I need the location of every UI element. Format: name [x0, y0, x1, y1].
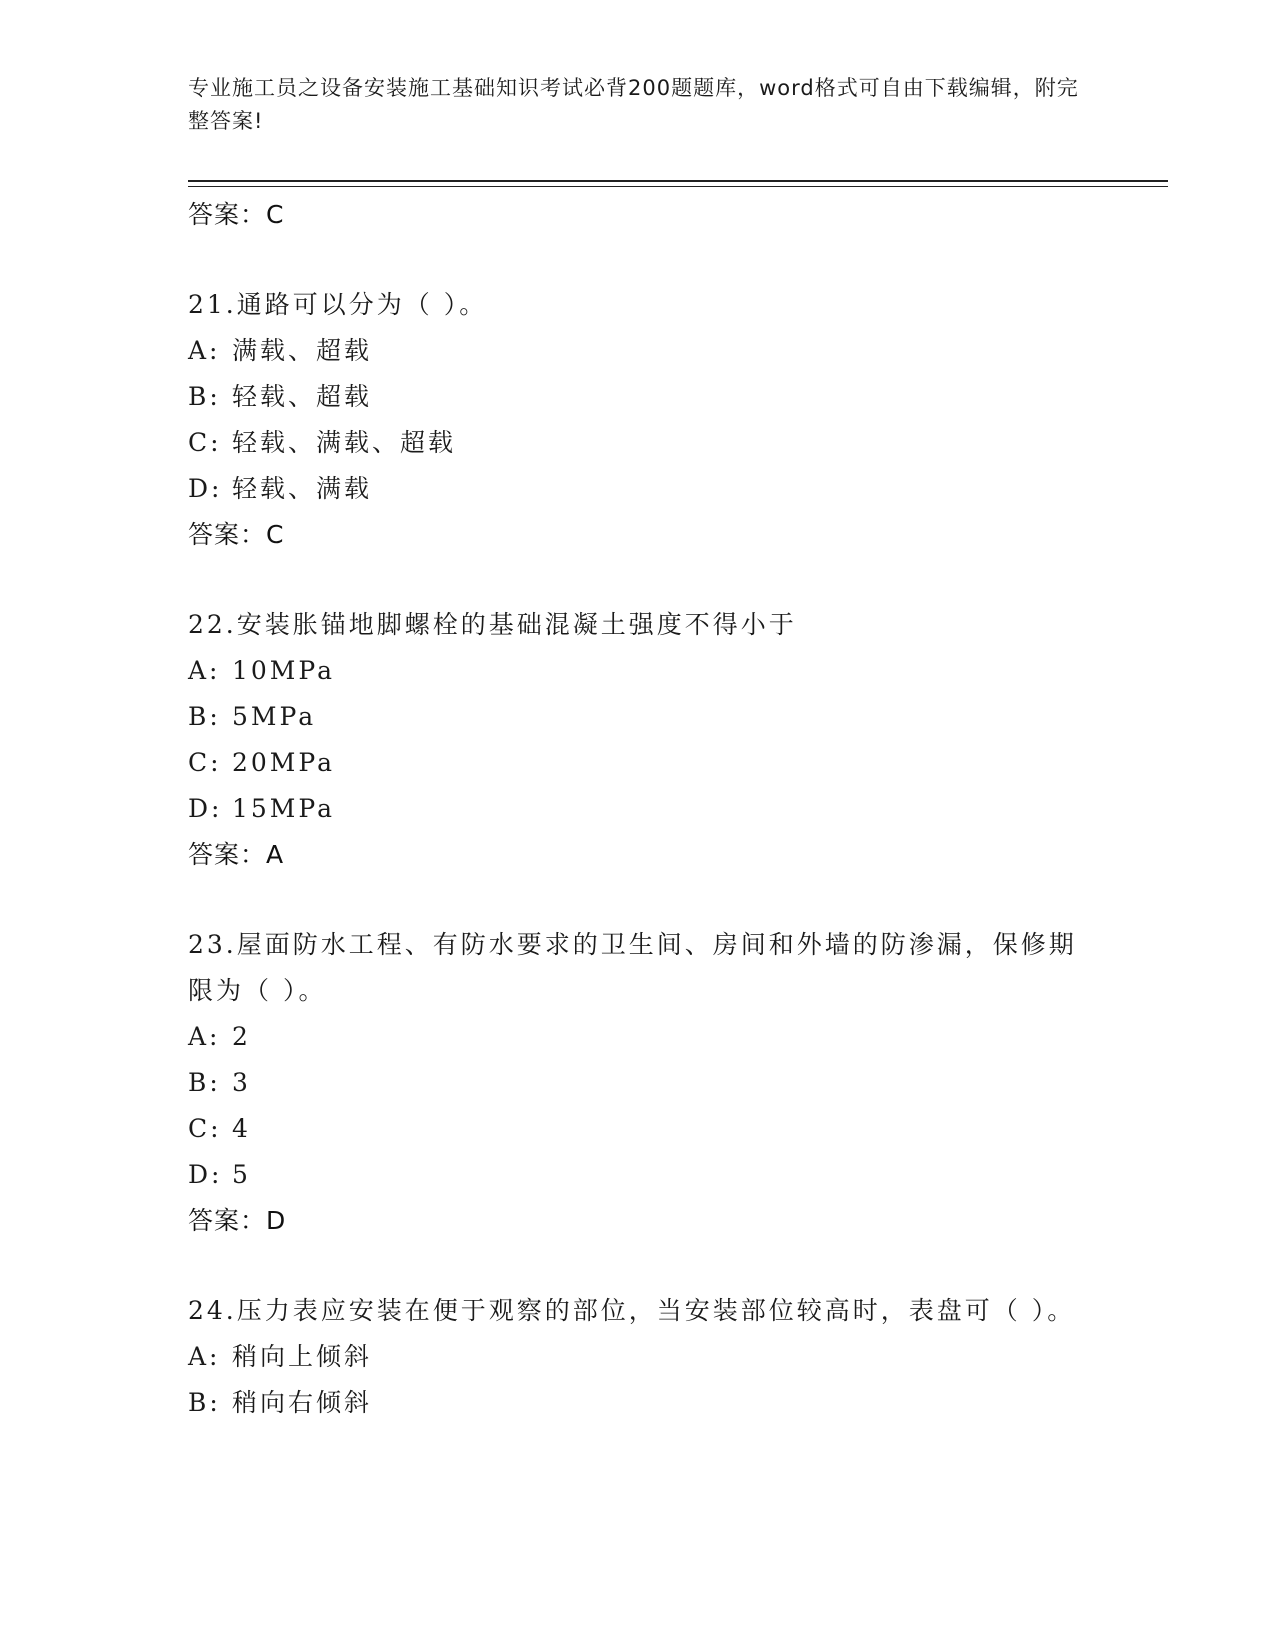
- option-b: [188, 1060, 1088, 1106]
- option-a: [188, 648, 1088, 694]
- option-c: [188, 420, 1088, 466]
- answer-line: 答案：A: [188, 840, 285, 869]
- option-text: 4: [232, 1114, 251, 1143]
- option-a: [188, 1334, 1088, 1380]
- question-block: [188, 602, 1088, 878]
- option-text: 2: [232, 1022, 251, 1051]
- question-block: [188, 282, 1088, 558]
- option-b: [188, 694, 1088, 740]
- option-letter: C:: [188, 748, 222, 777]
- question-text: 23.屋面防水工程、有防水要求的卫生间、房间和外墙的防渗漏，保修期限为（ ）。: [188, 930, 1077, 1005]
- option-text: 5MPa: [232, 702, 317, 731]
- option-letter: D:: [188, 794, 223, 823]
- option-letter: B:: [188, 702, 221, 731]
- option-text: 轻载、超载: [232, 382, 373, 411]
- option-c: [188, 1106, 1088, 1152]
- option-a: [188, 328, 1088, 374]
- option-letter: A:: [188, 656, 221, 685]
- option-letter: D:: [188, 474, 223, 503]
- option-a: [188, 1014, 1088, 1060]
- option-d: [188, 786, 1088, 832]
- option-c: [188, 740, 1088, 786]
- option-b: [188, 374, 1088, 420]
- option-letter: A:: [188, 336, 221, 365]
- option-d: [188, 466, 1088, 512]
- document-header: 专业施工员之设备安装施工基础知识考试必背200题题库，word格式可自由下载编辑，附完整答案!: [188, 76, 1079, 133]
- header-divider-thin: [188, 186, 1168, 187]
- option-letter: A:: [188, 1022, 221, 1051]
- question-list: [188, 192, 1088, 1426]
- option-letter: B:: [188, 1388, 221, 1417]
- option-text: 5: [232, 1160, 251, 1189]
- option-text: 轻载、满载、超载: [232, 428, 457, 457]
- question-text: 22.安装胀锚地脚螺栓的基础混凝土强度不得小于: [188, 610, 797, 639]
- header-divider: [188, 180, 1168, 182]
- option-d: [188, 1152, 1088, 1198]
- question-text: 21.通路可以分为（ ）。: [188, 290, 488, 319]
- option-letter: B:: [188, 382, 221, 411]
- option-letter: A:: [188, 1342, 221, 1371]
- option-letter: C:: [188, 1114, 222, 1143]
- answer-line: 答案：D: [188, 1206, 287, 1235]
- option-text: 3: [232, 1068, 251, 1097]
- question-block: [188, 1288, 1088, 1426]
- option-text: 10MPa: [232, 656, 336, 685]
- option-text: 15MPa: [232, 794, 336, 823]
- option-letter: D:: [188, 1160, 223, 1189]
- option-b: [188, 1380, 1088, 1426]
- option-text: 满载、超载: [232, 336, 373, 365]
- option-text: 20MPa: [232, 748, 336, 777]
- answer-line: 答案：C: [188, 520, 285, 549]
- answer-line: 答案：C: [188, 200, 285, 229]
- option-text: 稍向上倾斜: [232, 1342, 373, 1371]
- question-block: [188, 922, 1088, 1244]
- option-text: 稍向右倾斜: [232, 1388, 373, 1417]
- option-text: 轻载、满载: [232, 474, 373, 503]
- question-text: 24.压力表应安装在便于观察的部位，当安装部位较高时，表盘可（ ）。: [188, 1296, 1076, 1325]
- option-letter: C:: [188, 428, 222, 457]
- option-letter: B:: [188, 1068, 221, 1097]
